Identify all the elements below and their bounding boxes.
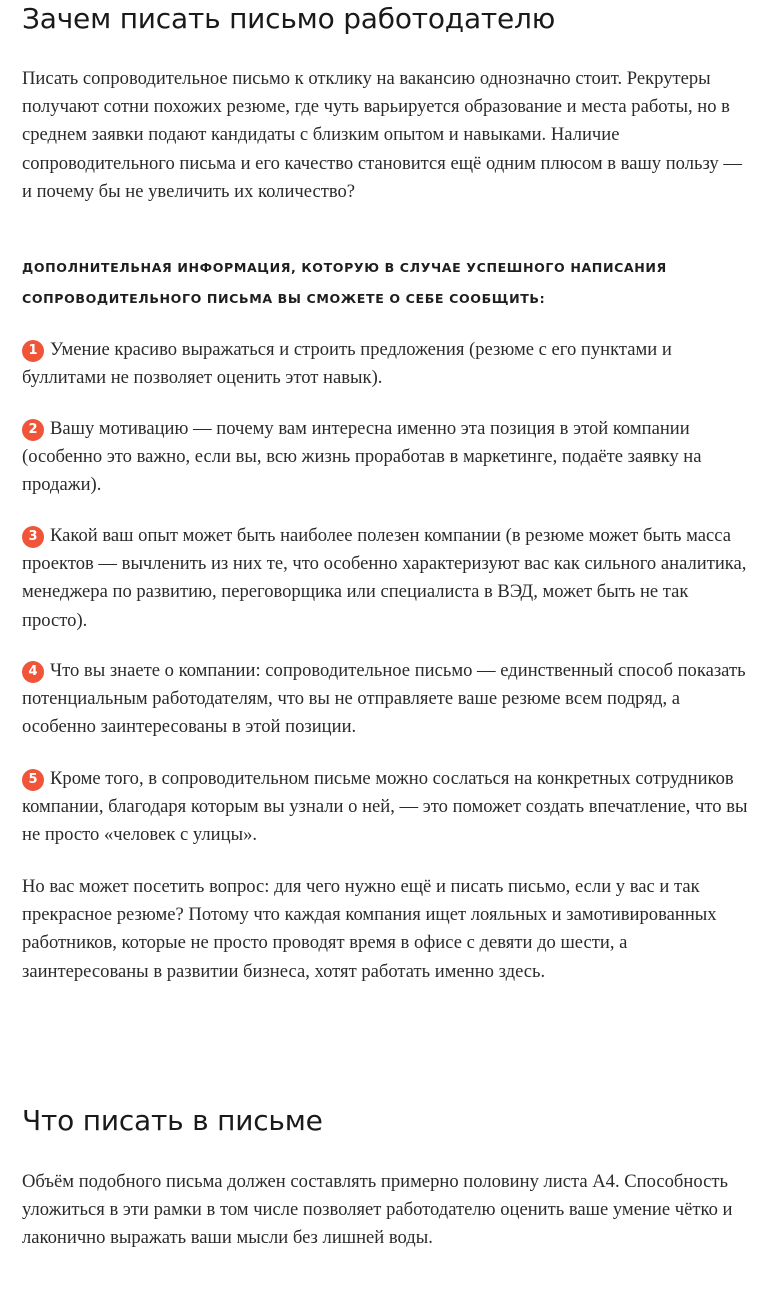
number-badge-5: 5 bbox=[22, 769, 44, 791]
outro-paragraph: Но вас может посетить вопрос: для чего нужно ещё и писать письмо, если у вас и так прекрасное резюме? Потому что каждая компания ищет лояльных и замотивированных работников, которые не просто проводят время в офисе с девяти до шести, а заинтересованы в развитии бизнеса, хотят работать именно здесь. bbox=[22, 876, 717, 982]
section-title-why-write: Зачем писать письмо работодателю bbox=[22, 2, 556, 35]
list-item-3 bbox=[22, 522, 752, 635]
list-item-5 bbox=[22, 765, 752, 850]
number-badge-1: 1 bbox=[22, 340, 44, 362]
additional-info-heading bbox=[22, 252, 752, 314]
number-badge-2: 2 bbox=[22, 419, 44, 441]
list-item-3-text: Какой ваш опыт может быть наиболее полезен компании (в резюме может быть масса проектов — вычленить из них те, что особенно характеризуют вас как сильного аналитика, менеджера по развитию, переговорщика или специалиста в ВЭД, может быть не так просто). bbox=[22, 525, 747, 631]
section-title-what-to-write: Что писать в письме bbox=[22, 1104, 323, 1137]
list-item-1 bbox=[22, 336, 752, 392]
intro-paragraph: Писать сопроводительное письмо к отклику на вакансию однозначно стоит. Рекрутеры получают сотни похожих резюме, где чуть варьируется образование и места работы, но в среднем заявки подают кандидаты с близким опытом и навыками. Наличие сопроводительного письма и его качество становится ещё одним плюсом в вашу пользу — и почему бы не увеличить их количество? bbox=[22, 68, 742, 202]
additional-info-heading-line2: СОПРОВОДИТЕЛЬНОГО ПИСЬМА ВЫ СМОЖЕТЕ О СЕБЕ СООБЩИТЬ: bbox=[22, 291, 546, 306]
section2-paragraph: Объём подобного письма должен составлять примерно половину листа А4. Способность уложиться в эти рамки в том числе позволяет работодателю оценить ваше умение чётко и лаконично выражать ваши мысли без лишней воды. bbox=[22, 1171, 733, 1249]
number-badge-4: 4 bbox=[22, 661, 44, 683]
list-item-4-text: Что вы знаете о компании: сопроводительное письмо — единственный способ показать потенциальным работодателям, что вы не отправляете ваше резюме всем подряд, а особенно заинтересованы в этой позиции. bbox=[22, 660, 746, 738]
list-item-1-text: Умение красиво выражаться и строить предложения (резюме с его пунктами и буллитами не позволяет оценить этот навык). bbox=[22, 339, 672, 389]
list-item-2-text: Вашу мотивацию — почему вам интересна именно эта позиция в этой компании (особенно это важно, если вы, всю жизнь проработав в маркетинге, подаёте заявку на продажи). bbox=[22, 418, 702, 496]
list-item-4 bbox=[22, 657, 752, 742]
list-item-2 bbox=[22, 415, 752, 500]
list-item-5-text: Кроме того, в сопроводительном письме можно сослаться на конкретных сотрудников компании, благодаря которым вы узнали о ней, — это поможет создать впечатление, что вы не просто «человек с улицы». bbox=[22, 768, 748, 846]
number-badge-3: 3 bbox=[22, 526, 44, 548]
additional-info-heading-line1: ДОПОЛНИТЕЛЬНАЯ ИНФОРМАЦИЯ, КОТОРУЮ В СЛУЧАЕ УСПЕШНОГО НАПИСАНИЯ bbox=[22, 260, 667, 275]
